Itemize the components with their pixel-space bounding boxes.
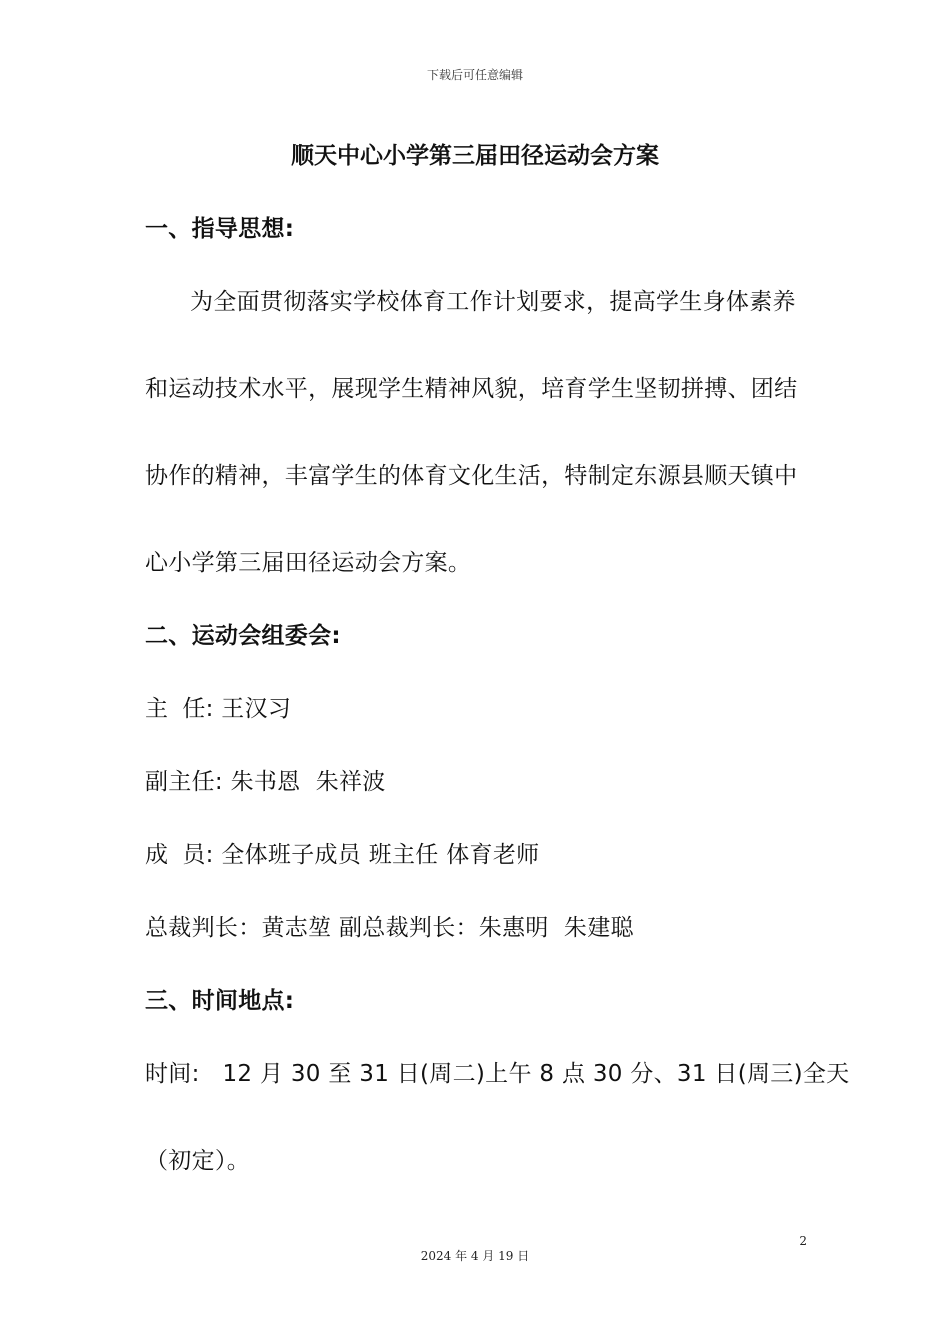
committee-members [145, 836, 539, 869]
time-line: 时间: 12 月 30 至 31 日(周二)上午 8 点 30 分、31 日(周三)全天 [145, 1061, 850, 1087]
director-label-part-2: 任: [182, 696, 214, 722]
time-note: （初定）。 [145, 1148, 250, 1174]
section-heading-committee: 二、运动会组委会: [145, 623, 341, 649]
committee-referees: 总裁判长：黄志堃 副总裁判长：朱惠明 朱建聪 [145, 915, 634, 941]
document-title: 顺天中心小学第三届田径运动会方案 [291, 143, 659, 169]
director-label-part-1: 主 [145, 696, 169, 722]
paragraph-line-3: 协作的精神，丰富学生的体育文化生活，特制定东源县顺天镇中 [145, 463, 798, 489]
section-heading-time-place: 三、时间地点: [145, 988, 295, 1014]
members-label-part-1: 成 [145, 842, 169, 868]
header-note: 下载后可任意编辑 [426, 68, 523, 82]
director-name: 王汉习 [221, 696, 292, 722]
section-heading-guiding-ideology: 一、指导思想: [145, 216, 295, 242]
members-value: 全体班子成员 班主任 体育老师 [221, 842, 540, 868]
deputy-names: 朱书恩 朱祥波 [230, 769, 386, 795]
committee-deputy [145, 763, 386, 796]
deputy-label: 副主任: [145, 769, 223, 795]
footer-date: 2024 年 4 月 19 日 [420, 1249, 530, 1263]
paragraph-line-2: 和运动技术水平，展现学生精神风貌，培育学生坚韧拼搏、团结 [145, 376, 798, 402]
committee-director [145, 690, 291, 723]
page-number: 2 [799, 1234, 807, 1248]
paragraph-line-1: 为全面贯彻落实学校体育工作计划要求，提高学生身体素养 [190, 289, 796, 315]
members-label-part-2: 员: [182, 842, 214, 868]
paragraph-line-4: 心小学第三届田径运动会方案。 [145, 550, 472, 576]
